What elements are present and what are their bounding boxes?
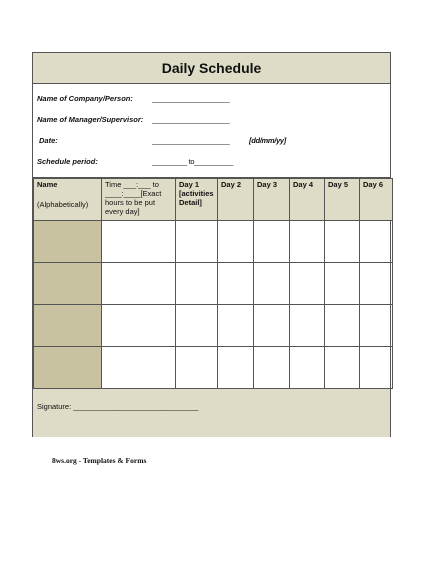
schedule-table [33,178,393,389]
day-cell[interactable] [254,221,290,263]
time-cell[interactable] [102,347,176,389]
name-header-title: Name [37,180,58,189]
period-label: Schedule period: [37,157,98,166]
day-cell[interactable] [325,221,360,263]
day-cell[interactable] [360,347,393,389]
day-cell[interactable] [254,263,290,305]
name-cell[interactable] [34,305,102,347]
date-label: Date: [39,136,58,145]
table-row [34,347,393,389]
day1-header: Day 1 [activities Detail] [176,179,218,221]
day-cell[interactable] [360,305,393,347]
day-cell[interactable] [176,305,218,347]
day-cell[interactable] [176,263,218,305]
name-cell[interactable] [34,263,102,305]
day-cell[interactable] [218,263,254,305]
manager-label: Name of Manager/Supervisor: [37,115,144,124]
day3-header: Day 3 [254,179,290,221]
name-header-sub: (Alphabetically) [37,200,89,209]
day-cell[interactable] [218,305,254,347]
day-cell[interactable] [218,221,254,263]
time-cell[interactable] [102,221,176,263]
day-cell[interactable] [290,221,325,263]
table-row [34,263,393,305]
title-bar [33,53,390,84]
day-cell[interactable] [290,305,325,347]
day-cell[interactable] [325,347,360,389]
table-row [34,305,393,347]
manager-field[interactable]: ____________________ [152,115,230,124]
time-cell[interactable] [102,263,176,305]
day4-header: Day 4 [290,179,325,221]
name-cell[interactable] [34,347,102,389]
page-title: Daily Schedule [161,60,262,76]
day-cell[interactable] [325,263,360,305]
day5-header: Day 5 [325,179,360,221]
signature-section [33,388,390,437]
day-cell[interactable] [360,263,393,305]
day-cell[interactable] [290,263,325,305]
day-cell[interactable] [360,221,393,263]
day6-header: Day 6 [360,179,393,221]
day-cell[interactable] [254,305,290,347]
signature-field[interactable]: Signature: ______________________________ [37,402,199,411]
header-row [34,179,393,221]
company-field[interactable]: ____________________ [152,94,230,103]
day-cell[interactable] [325,305,360,347]
day-cell[interactable] [176,347,218,389]
info-section [33,84,390,178]
day-cell[interactable] [290,347,325,389]
time-cell[interactable] [102,305,176,347]
day-cell[interactable] [218,347,254,389]
period-field[interactable]: _________ to__________ [152,157,233,166]
date-format-hint: [dd/mm/yy] [249,136,287,145]
schedule-form [32,52,391,437]
table-row [34,221,393,263]
company-label: Name of Company/Person: [37,94,133,103]
date-field[interactable]: ____________________ [152,136,230,145]
day-cell[interactable] [254,347,290,389]
name-header [34,179,102,221]
time-header: Time ___:___ to ____:____[Exact hours to be put every day] [102,179,176,221]
day2-header: Day 2 [218,179,254,221]
name-cell[interactable] [34,221,102,263]
footer-credit: 8ws.org - Templates & Forms [52,456,147,465]
day-cell[interactable] [176,221,218,263]
